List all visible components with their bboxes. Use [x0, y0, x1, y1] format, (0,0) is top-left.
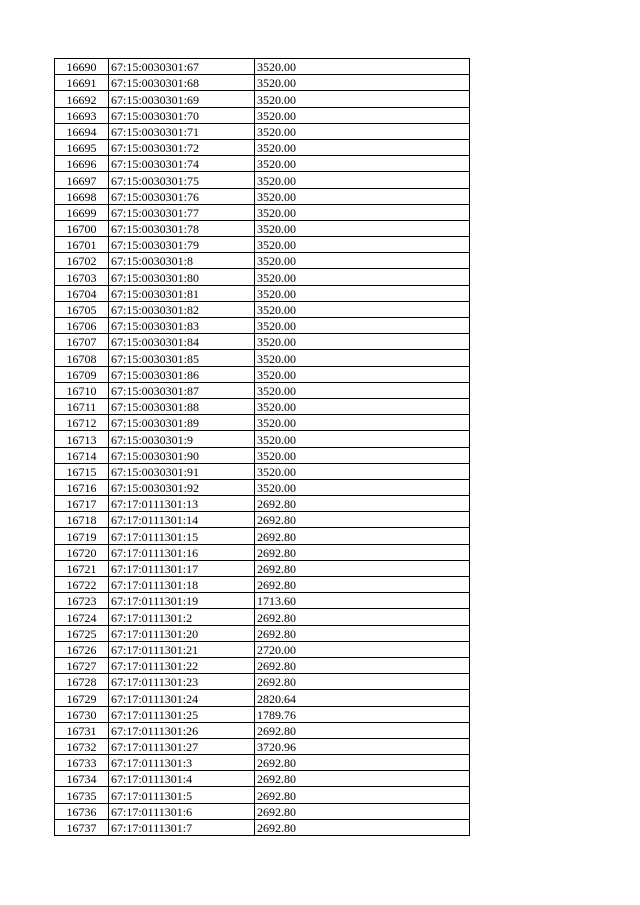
value-cell: 2720.00 — [255, 641, 470, 657]
row-number-cell: 16697 — [55, 172, 109, 188]
value-cell: 3520.00 — [255, 204, 470, 220]
row-number-cell: 16711 — [55, 398, 109, 414]
value-cell: 2692.80 — [255, 496, 470, 512]
cadastral-number-cell: 67:15:0030301:82 — [109, 301, 255, 317]
table-row — [55, 528, 470, 544]
row-number-cell: 16692 — [55, 91, 109, 107]
cadastral-number-cell: 67:15:0030301:87 — [109, 382, 255, 398]
row-number-cell: 16724 — [55, 609, 109, 625]
cadastral-number-cell: 67:15:0030301:70 — [109, 107, 255, 123]
value-cell: 2692.80 — [255, 609, 470, 625]
value-cell: 3520.00 — [255, 415, 470, 431]
value-cell: 3520.00 — [255, 237, 470, 253]
value-cell: 3520.00 — [255, 59, 470, 75]
value-cell: 3520.00 — [255, 75, 470, 91]
value-cell: 1713.60 — [255, 593, 470, 609]
row-number-cell: 16703 — [55, 269, 109, 285]
cadastral-number-cell: 67:17:0111301:4 — [109, 771, 255, 787]
cadastral-number-cell: 67:15:0030301:79 — [109, 237, 255, 253]
cadastral-number-cell: 67:17:0111301:16 — [109, 544, 255, 560]
cadastral-number-cell: 67:17:0111301:14 — [109, 512, 255, 528]
cadastral-number-cell: 67:15:0030301:86 — [109, 366, 255, 382]
value-cell: 3520.00 — [255, 366, 470, 382]
table-row — [55, 107, 470, 123]
cadastral-number-cell: 67:17:0111301:27 — [109, 738, 255, 754]
table-row — [55, 609, 470, 625]
value-cell: 2692.80 — [255, 657, 470, 673]
table-row — [55, 819, 470, 835]
cadastral-number-cell: 67:17:0111301:2 — [109, 609, 255, 625]
value-cell: 3520.00 — [255, 172, 470, 188]
table-row — [55, 447, 470, 463]
value-cell: 2692.80 — [255, 528, 470, 544]
row-number-cell: 16717 — [55, 496, 109, 512]
row-number-cell: 16728 — [55, 674, 109, 690]
value-cell: 3520.00 — [255, 350, 470, 366]
row-number-cell: 16713 — [55, 431, 109, 447]
cadastral-number-cell: 67:15:0030301:72 — [109, 139, 255, 155]
table-row — [55, 366, 470, 382]
cadastral-number-cell: 67:15:0030301:80 — [109, 269, 255, 285]
table-row — [55, 431, 470, 447]
table-row — [55, 479, 470, 495]
row-number-cell: 16690 — [55, 59, 109, 75]
value-cell: 3520.00 — [255, 447, 470, 463]
row-number-cell: 16716 — [55, 479, 109, 495]
row-number-cell: 16698 — [55, 188, 109, 204]
row-number-cell: 16701 — [55, 237, 109, 253]
table-row — [55, 269, 470, 285]
cadastral-number-cell: 67:17:0111301:24 — [109, 690, 255, 706]
table-row — [55, 156, 470, 172]
row-number-cell: 16708 — [55, 350, 109, 366]
table-row — [55, 560, 470, 576]
table-row — [55, 577, 470, 593]
table-row — [55, 172, 470, 188]
cadastral-number-cell: 67:15:0030301:75 — [109, 172, 255, 188]
table-row — [55, 382, 470, 398]
cadastral-number-cell: 67:17:0111301:7 — [109, 819, 255, 835]
table-row — [55, 301, 470, 317]
value-cell: 3520.00 — [255, 107, 470, 123]
table-row — [55, 237, 470, 253]
value-cell: 3520.00 — [255, 382, 470, 398]
cadastral-number-cell: 67:17:0111301:19 — [109, 593, 255, 609]
value-cell: 3520.00 — [255, 479, 470, 495]
value-cell: 2692.80 — [255, 674, 470, 690]
value-cell: 3720.96 — [255, 738, 470, 754]
cadastral-number-cell: 67:17:0111301:6 — [109, 803, 255, 819]
table-row — [55, 123, 470, 139]
cadastral-number-cell: 67:15:0030301:84 — [109, 334, 255, 350]
value-cell: 3520.00 — [255, 318, 470, 334]
value-cell: 1789.76 — [255, 706, 470, 722]
row-number-cell: 16736 — [55, 803, 109, 819]
value-cell: 3520.00 — [255, 156, 470, 172]
row-number-cell: 16734 — [55, 771, 109, 787]
cadastral-number-cell: 67:15:0030301:77 — [109, 204, 255, 220]
value-cell: 3520.00 — [255, 139, 470, 155]
cadastral-number-cell: 67:15:0030301:89 — [109, 415, 255, 431]
value-cell: 3520.00 — [255, 334, 470, 350]
value-cell: 3520.00 — [255, 285, 470, 301]
row-number-cell: 16707 — [55, 334, 109, 350]
cadastral-number-cell: 67:17:0111301:26 — [109, 722, 255, 738]
value-cell: 3520.00 — [255, 253, 470, 269]
row-number-cell: 16710 — [55, 382, 109, 398]
table-row — [55, 415, 470, 431]
row-number-cell: 16699 — [55, 204, 109, 220]
cadastral-number-cell: 67:15:0030301:68 — [109, 75, 255, 91]
table-row — [55, 188, 470, 204]
cadastral-number-cell: 67:15:0030301:76 — [109, 188, 255, 204]
row-number-cell: 16715 — [55, 463, 109, 479]
table-row — [55, 285, 470, 301]
row-number-cell: 16696 — [55, 156, 109, 172]
table-row — [55, 75, 470, 91]
value-cell: 3520.00 — [255, 269, 470, 285]
table-row — [55, 803, 470, 819]
value-cell: 3520.00 — [255, 431, 470, 447]
cadastral-number-cell: 67:15:0030301:71 — [109, 123, 255, 139]
row-number-cell: 16737 — [55, 819, 109, 835]
value-cell: 2692.80 — [255, 512, 470, 528]
value-cell: 2692.80 — [255, 787, 470, 803]
cadastral-number-cell: 67:15:0030301:67 — [109, 59, 255, 75]
table-row — [55, 738, 470, 754]
cadastral-number-cell: 67:17:0111301:20 — [109, 625, 255, 641]
data-table — [54, 58, 470, 836]
value-cell: 2692.80 — [255, 577, 470, 593]
table-row — [55, 220, 470, 236]
row-number-cell: 16727 — [55, 657, 109, 673]
row-number-cell: 16733 — [55, 755, 109, 771]
table-row — [55, 496, 470, 512]
value-cell: 2692.80 — [255, 755, 470, 771]
table-row — [55, 512, 470, 528]
row-number-cell: 16726 — [55, 641, 109, 657]
table-row — [55, 91, 470, 107]
table-row — [55, 787, 470, 803]
value-cell: 3520.00 — [255, 398, 470, 414]
table-row — [55, 59, 470, 75]
table-row — [55, 544, 470, 560]
table-row — [55, 625, 470, 641]
cadastral-number-cell: 67:17:0111301:23 — [109, 674, 255, 690]
value-cell: 2692.80 — [255, 560, 470, 576]
table-row — [55, 771, 470, 787]
value-cell: 2820.64 — [255, 690, 470, 706]
row-number-cell: 16723 — [55, 593, 109, 609]
value-cell: 3520.00 — [255, 301, 470, 317]
row-number-cell: 16731 — [55, 722, 109, 738]
row-number-cell: 16693 — [55, 107, 109, 123]
row-number-cell: 16709 — [55, 366, 109, 382]
cadastral-number-cell: 67:15:0030301:74 — [109, 156, 255, 172]
value-cell: 3520.00 — [255, 123, 470, 139]
table-row — [55, 641, 470, 657]
row-number-cell: 16720 — [55, 544, 109, 560]
table-row — [55, 398, 470, 414]
cadastral-number-cell: 67:17:0111301:15 — [109, 528, 255, 544]
value-cell: 2692.80 — [255, 771, 470, 787]
row-number-cell: 16706 — [55, 318, 109, 334]
cadastral-number-cell: 67:15:0030301:9 — [109, 431, 255, 447]
cadastral-number-cell: 67:15:0030301:92 — [109, 479, 255, 495]
cadastral-number-cell: 67:15:0030301:88 — [109, 398, 255, 414]
row-number-cell: 16704 — [55, 285, 109, 301]
cadastral-number-cell: 67:15:0030301:78 — [109, 220, 255, 236]
cadastral-number-cell: 67:15:0030301:90 — [109, 447, 255, 463]
table-row — [55, 706, 470, 722]
cadastral-number-cell: 67:15:0030301:69 — [109, 91, 255, 107]
row-number-cell: 16722 — [55, 577, 109, 593]
row-number-cell: 16694 — [55, 123, 109, 139]
cadastral-number-cell: 67:17:0111301:3 — [109, 755, 255, 771]
row-number-cell: 16730 — [55, 706, 109, 722]
row-number-cell: 16718 — [55, 512, 109, 528]
cadastral-number-cell: 67:15:0030301:83 — [109, 318, 255, 334]
cadastral-number-cell: 67:17:0111301:13 — [109, 496, 255, 512]
cadastral-number-cell: 67:17:0111301:25 — [109, 706, 255, 722]
row-number-cell: 16721 — [55, 560, 109, 576]
value-cell: 2692.80 — [255, 625, 470, 641]
row-number-cell: 16702 — [55, 253, 109, 269]
value-cell: 3520.00 — [255, 220, 470, 236]
row-number-cell: 16695 — [55, 139, 109, 155]
table-row — [55, 674, 470, 690]
table-row — [55, 755, 470, 771]
value-cell: 2692.80 — [255, 722, 470, 738]
value-cell: 3520.00 — [255, 188, 470, 204]
table-row — [55, 204, 470, 220]
table-row — [55, 657, 470, 673]
cadastral-number-cell: 67:17:0111301:17 — [109, 560, 255, 576]
cadastral-number-cell: 67:17:0111301:21 — [109, 641, 255, 657]
cadastral-number-cell: 67:15:0030301:91 — [109, 463, 255, 479]
row-number-cell: 16735 — [55, 787, 109, 803]
table-row — [55, 463, 470, 479]
cadastral-number-cell: 67:17:0111301:22 — [109, 657, 255, 673]
table-row — [55, 722, 470, 738]
table-row — [55, 253, 470, 269]
row-number-cell: 16719 — [55, 528, 109, 544]
row-number-cell: 16700 — [55, 220, 109, 236]
cadastral-number-cell: 67:15:0030301:85 — [109, 350, 255, 366]
row-number-cell: 16729 — [55, 690, 109, 706]
cadastral-number-cell: 67:15:0030301:8 — [109, 253, 255, 269]
value-cell: 3520.00 — [255, 91, 470, 107]
row-number-cell: 16712 — [55, 415, 109, 431]
table-row — [55, 318, 470, 334]
table-row — [55, 139, 470, 155]
table-row — [55, 350, 470, 366]
value-cell: 2692.80 — [255, 803, 470, 819]
table-row — [55, 593, 470, 609]
table-body — [55, 59, 470, 836]
value-cell: 2692.80 — [255, 819, 470, 835]
cadastral-number-cell: 67:17:0111301:5 — [109, 787, 255, 803]
cadastral-number-cell: 67:17:0111301:18 — [109, 577, 255, 593]
value-cell: 3520.00 — [255, 463, 470, 479]
row-number-cell: 16725 — [55, 625, 109, 641]
row-number-cell: 16714 — [55, 447, 109, 463]
cadastral-number-cell: 67:15:0030301:81 — [109, 285, 255, 301]
row-number-cell: 16705 — [55, 301, 109, 317]
row-number-cell: 16691 — [55, 75, 109, 91]
table-row — [55, 334, 470, 350]
row-number-cell: 16732 — [55, 738, 109, 754]
value-cell: 2692.80 — [255, 544, 470, 560]
table-row — [55, 690, 470, 706]
